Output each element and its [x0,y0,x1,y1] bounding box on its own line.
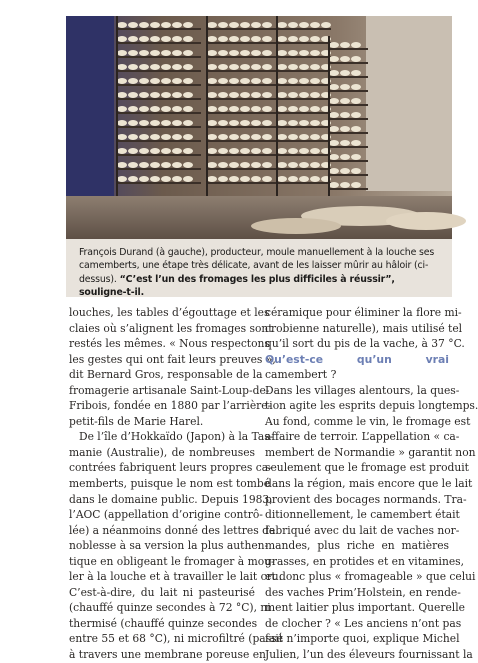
cheese-ripening-room-photo [66,16,452,239]
right-paragraph-2 [265,383,478,663]
text-line: les gestes qui ont fait leurs preuves », [69,352,276,366]
text-line: petit-fils de Marie Harel. [69,414,204,428]
text-line: Julien, l’un des éleveurs fournissant la [265,648,473,662]
text-line: ler à la louche et à travailler le lait cru. [69,570,283,584]
text-line: ditionnellement, le camembert était [265,508,460,522]
text-line: de clocher ? « Les anciens n’ont pas [265,616,462,630]
text-line: contrées fabriquent leurs propres ca- [69,461,272,475]
text-line: mandes, plus riche en matières [265,539,449,553]
photo-caption [66,239,452,297]
subheading-text: Qu’est-ce qu’un vrai [265,352,449,366]
text-line: Dans les villages alentours, la ques- [265,383,460,397]
caption-quote: “C’est l’un des fromages les plus difficiles à réussir”, souligne-t-il. [79,273,395,298]
text-line: fait n’importe quoi, explique Michel [265,632,460,646]
text-line: memberts, puisque le nom est tombé [69,477,271,491]
text-line: restés les mêmes. « Nous respectons [69,337,270,351]
section-subheading [265,352,449,383]
text-line: Au fond, comme le vin, le fromage est [265,414,471,428]
text-line: céramique pour éliminer la flore mi- [265,306,462,319]
subheading-tail: camembert ? [265,368,337,382]
text-line: des vaches Prim’Holstein, en rende- [265,585,461,599]
text-line: De l’île d’Hokkaïdo (Japon) à la Tas- [79,430,274,444]
text-line: provient des bocages normands. Tra- [265,492,467,506]
text-line: noblesse à sa version la plus authen- [69,539,269,553]
text-line: manie (Australie), de nombreuses [69,445,255,459]
text-line: (chauffé quinze secondes à 72 °C), ni [69,601,271,615]
text-line: à travers une membrane poreuse en [69,648,266,662]
right-paragraph-1 [265,305,465,352]
text-line: l’AOC (appellation d’origine contrô- [69,508,263,522]
text-line: dans le domaine public. Depuis 1983, [69,492,273,506]
text-line: grasses, en protides et en vitamines, [265,554,465,568]
text-line: dans la région, mais encore que le lait [265,477,473,491]
text-line: affaire de terroir. L’appellation « ca- [265,430,460,444]
text-line: entre 55 et 68 °C), ni microfiltré (passé [69,632,283,646]
text-line: dit Bernard Gros, responsable de la [69,368,263,382]
text-line: seulement que le fromage est produit [265,461,469,475]
text-line: fromagerie artisanale Saint-Loup-de- [69,383,270,397]
caption-description: François Durand (à gauche), producteur, moule manuellement à la louche ses camemberts, une étape très délicate, avant de les laisser mûrir au hâloir (ci-dessus). [79,247,435,285]
cheese-racks-illustration [66,16,452,239]
text-line: Fribois, fondée en 1880 par l’arrière- [69,399,272,413]
text-line: fabriqué avec du lait de vaches nor- [265,523,460,537]
text-line: tion agite les esprits depuis longtemps. [265,399,478,413]
article-column-right [265,305,478,663]
caption-text [79,246,442,299]
text-line: thermisé (chauffé quinze secondes [69,616,258,630]
text-line: ment laitier plus important. Querelle [265,601,465,615]
text-line: qu’il sort du pis de la vache, à 37 °C. [265,337,465,351]
article-column-left [69,305,283,663]
text-line: C’est-à-dire, du lait ni pasteurisé [69,585,255,599]
text-line: membert de Normandie » garantit non [265,445,476,459]
text-line: tique en obligeant le fromager à mou- [69,554,275,568]
text-line: claies où s’alignent les fromages sont [69,321,273,335]
text-line: crobienne naturelle), mais utilisé tel [265,321,463,335]
left-paragraph-1 [69,305,276,429]
text-line: lée) a néanmoins donné des lettres de [69,523,276,537]
text-line: louches, les tables d’égouttage et les [69,306,270,319]
text-line: et donc plus « fromageable » que celui [265,570,476,584]
left-paragraph-2 [69,429,283,662]
